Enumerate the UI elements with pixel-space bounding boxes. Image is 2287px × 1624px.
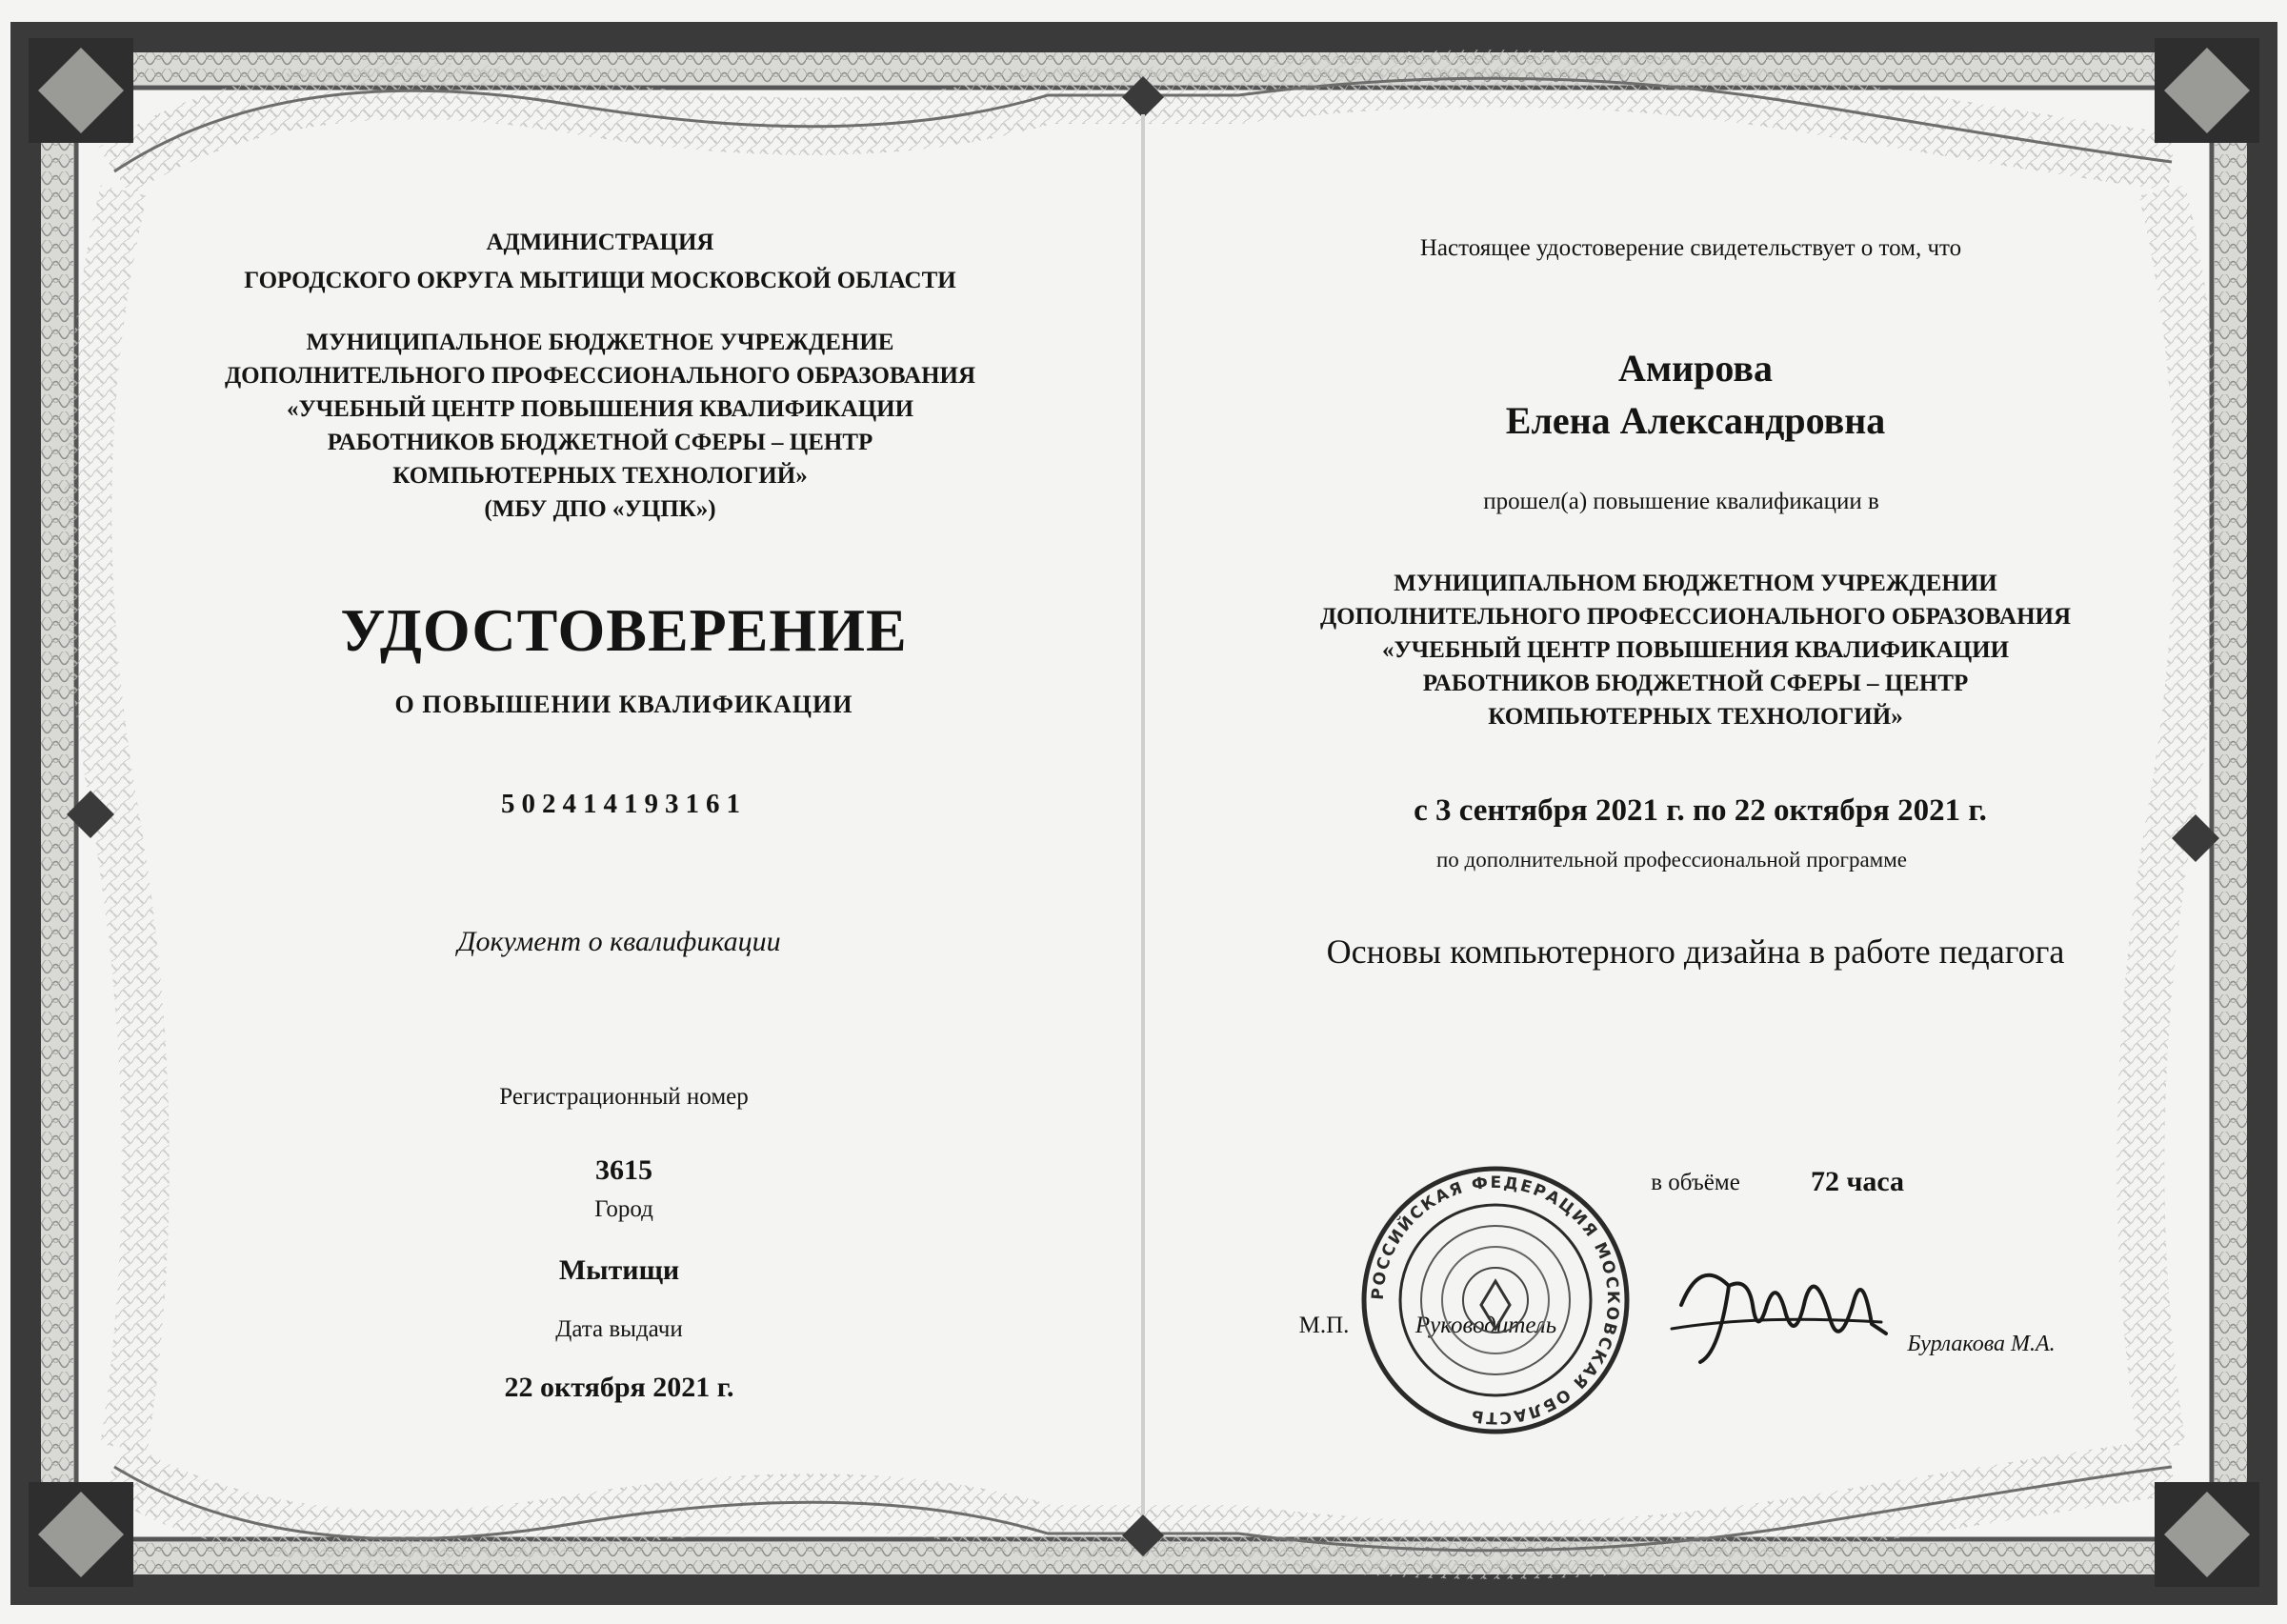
program-name: Основы компьютерного дизайна в работе педагога bbox=[1326, 932, 2065, 971]
document-subtitle: О ПОВЫШЕНИИ КВАЛИФИКАЦИИ bbox=[394, 691, 853, 718]
training-org-line-5: КОМПЬЮТЕРНЫХ ТЕХНОЛОГИЙ» bbox=[1488, 704, 1903, 730]
issue-date: 22 октября 2021 г. bbox=[504, 1372, 734, 1403]
signature bbox=[1662, 1248, 1891, 1372]
seal-text: РОССИЙСКАЯ ФЕДЕРАЦИЯ МОСКОВСКАЯ ОБЛАСТЬ bbox=[1368, 1173, 1623, 1428]
org-line-3: «УЧЕБНЫЙ ЦЕНТР ПОВЫШЕНИЯ КВАЛИФИКАЦИИ bbox=[286, 396, 914, 422]
left-page bbox=[0, 0, 1143, 1624]
org-abbrev: (МБУ ДПО «УЦПК») bbox=[484, 496, 716, 522]
issue-date-label: Дата выдачи bbox=[555, 1316, 683, 1342]
holder-surname: Амирова bbox=[1617, 347, 1774, 390]
volume-hours: 72 часа bbox=[1810, 1166, 1905, 1197]
certificate-intro: Настоящее удостоверение свидетельствует о том, что bbox=[1419, 235, 1962, 261]
registration-number: 3615 bbox=[595, 1154, 652, 1186]
holder-given-names: Елена Александровна bbox=[1505, 399, 1886, 442]
head-label: Руководитель bbox=[1414, 1313, 1557, 1338]
training-org-line-2: ДОПОЛНИТЕЛЬНОГО ПРОФЕССИОНАЛЬНОГО ОБРАЗОВАНИЯ bbox=[1319, 604, 2072, 630]
svg-text:РОССИЙСКАЯ ФЕДЕРАЦИЯ МОСКОВСКА bbox=[1369, 1173, 1622, 1427]
org-line-2: ДОПОЛНИТЕЛЬНОГО ПРОФЕССИОНАЛЬНОГО ОБРАЗОВАНИЯ bbox=[224, 363, 976, 389]
org-line-1: МУНИЦИПАЛЬНОЕ БЮДЖЕТНОЕ УЧРЕЖДЕНИЕ bbox=[306, 330, 894, 355]
right-page bbox=[1143, 0, 2287, 1624]
passed-training-text: прошел(а) повышение квалификации в bbox=[1483, 489, 1879, 514]
registration-label: Регистрационный номер bbox=[499, 1084, 749, 1110]
org-line-5: КОМПЬЮТЕРНЫХ ТЕХНОЛОГИЙ» bbox=[392, 463, 808, 489]
program-label: по дополнительной профессиональной программе bbox=[1436, 848, 1907, 872]
training-org-line-1: МУНИЦИПАЛЬНОМ БЮДЖЕТНОМ УЧРЕЖДЕНИИ bbox=[1394, 571, 1997, 596]
organization-seal bbox=[1357, 1162, 1634, 1438]
city-label: Город bbox=[594, 1196, 653, 1222]
city: Мытищи bbox=[558, 1254, 680, 1286]
head-name: Бурлакова М.А. bbox=[1907, 1332, 2056, 1356]
volume-label: в объёме bbox=[1651, 1170, 1740, 1195]
serial-number: 502414193161 bbox=[501, 789, 747, 819]
training-org-line-3: «УЧЕБНЫЙ ЦЕНТР ПОВЫШЕНИЯ КВАЛИФИКАЦИИ bbox=[1381, 637, 2010, 663]
admin-line-2: ГОРОДСКОГО ОКРУГА МЫТИЩИ МОСКОВСКОЙ ОБЛАСТИ bbox=[244, 268, 956, 293]
document-type: Документ о квалификации bbox=[457, 926, 781, 957]
training-org-line-4: РАБОТНИКОВ БЮДЖЕТНОЙ СФЕРЫ – ЦЕНТР bbox=[1422, 671, 1969, 696]
org-line-4: РАБОТНИКОВ БЮДЖЕТНОЙ СФЕРЫ – ЦЕНТР bbox=[327, 430, 873, 455]
training-period: с 3 сентября 2021 г. по 22 октября 2021 г. bbox=[1414, 793, 1987, 828]
admin-line-1: АДМИНИСТРАЦИЯ bbox=[486, 230, 714, 255]
document-title: УДОСТОВЕРЕНИЕ bbox=[340, 596, 908, 664]
stamp-place-label: М.П. bbox=[1298, 1313, 1350, 1338]
